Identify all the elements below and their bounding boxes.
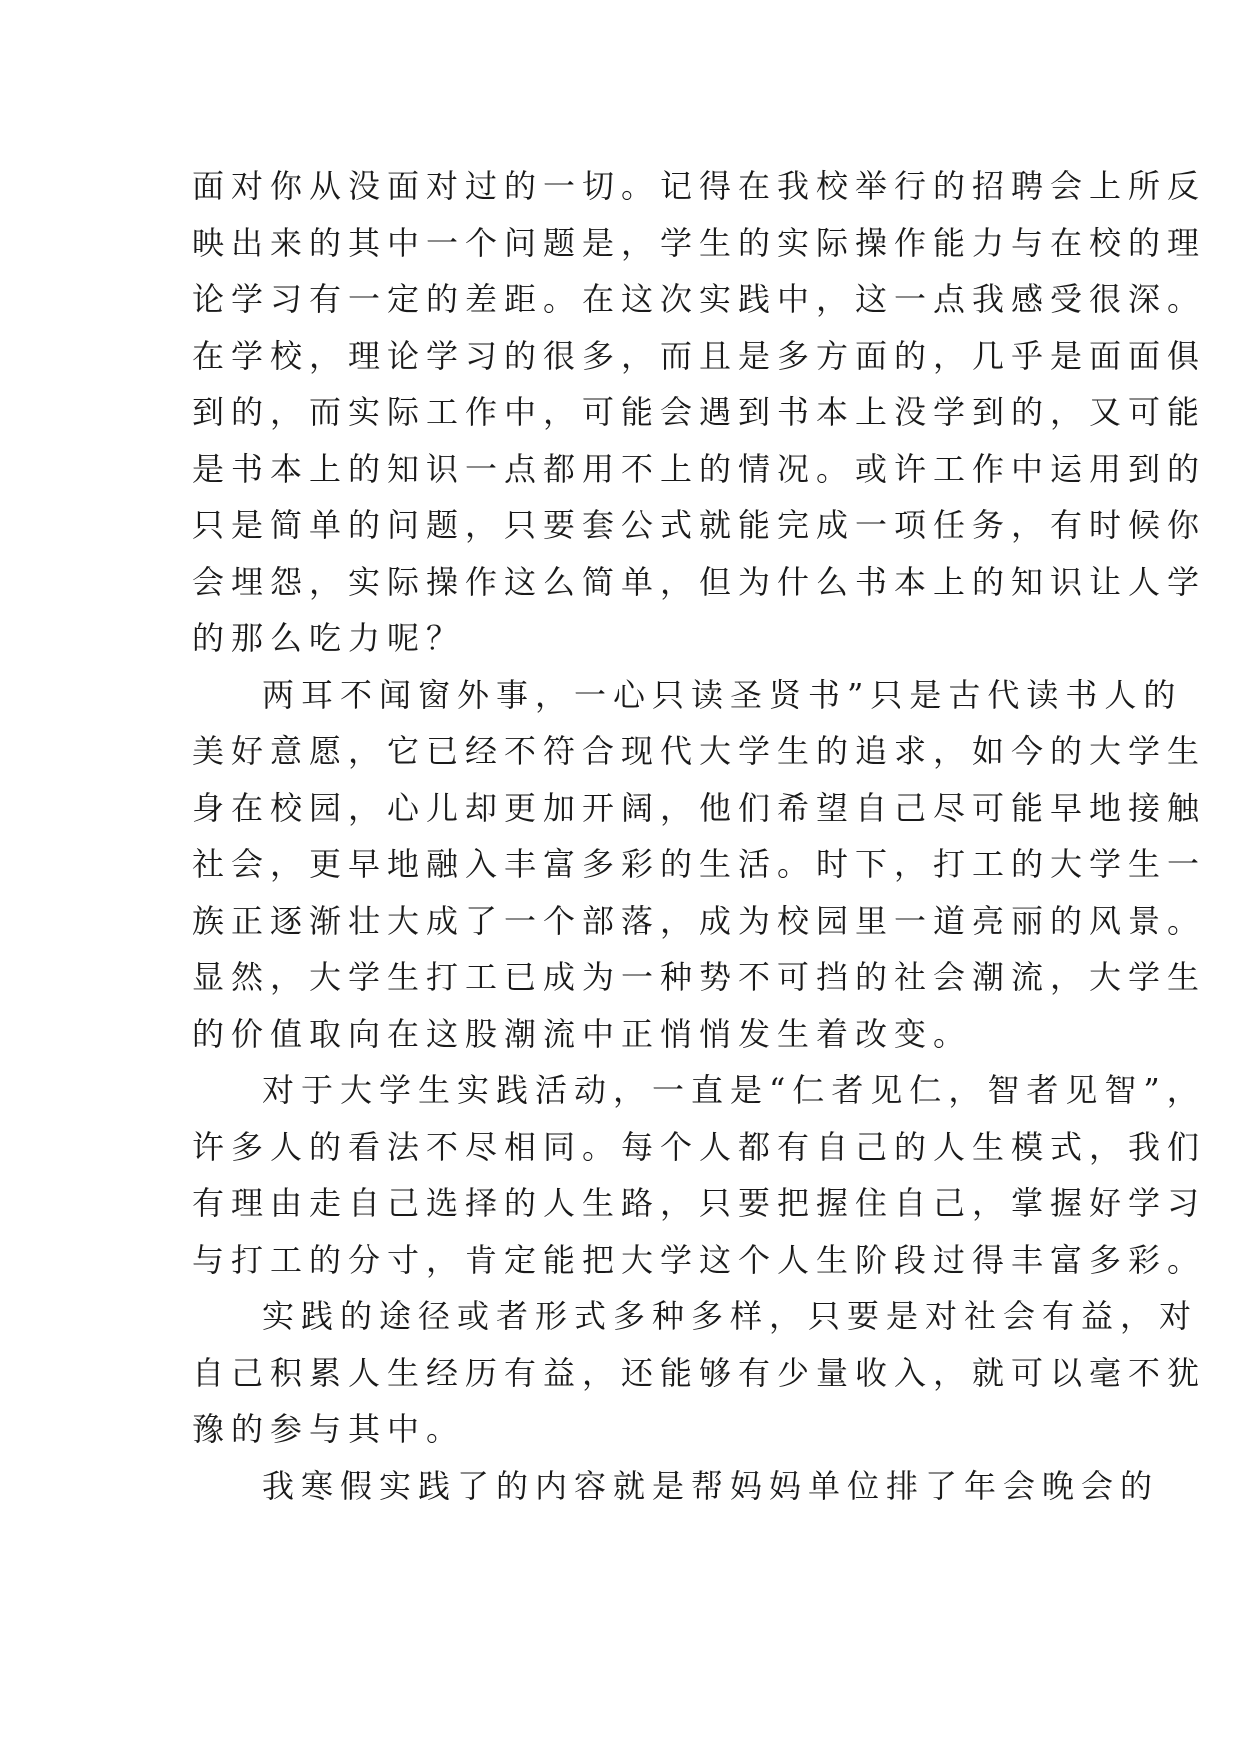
paragraph-first-line: 实践的途径或者形式多种多样，只要是对社会有益，对 [262, 1297, 1199, 1335]
body-text [192, 158, 1207, 1514]
paragraph-first-line: 我寒假实践了的内容就是帮妈妈单位排了年会晚会的 [262, 1466, 1160, 1505]
text-line: 面对你从没面对过的一切。记得在我校举行的招聘会上所反 [192, 167, 1207, 205]
text-line: 映出来的其中一个问题是，学生的实际操作能力与在校的理 [192, 223, 1207, 262]
text-line: 是书本上的知识一点都用不上的情况。或许工作中运用到的 [192, 449, 1207, 488]
text-line: 与打工的分寸，肯定能把大学这个人生阶段过得丰富多彩。 [192, 1240, 1207, 1279]
text-line: 许多人的看法不尽相同。每个人都有自己的人生模式，我们 [192, 1127, 1207, 1166]
text-line: 到的，而实际工作中，可能会遇到书本上没学到的，又可能 [192, 393, 1207, 431]
text-line: 会埋怨，实际操作这么简单，但为什么书本上的知识让人学 [192, 562, 1207, 601]
text-line: 社会，更早地融入丰富多彩的生活。时下，打工的大学生一 [192, 845, 1207, 883]
paragraph-first-line: 两耳不闻窗外事，一心只读圣贤书”只是古代读书人的 [262, 675, 1183, 714]
text-line: 论学习有一定的差距。在这次实践中，这一点我感受很深。 [192, 280, 1207, 318]
text-line: 族正逐渐壮大成了一个部落，成为校园里一道亮丽的风景。 [192, 901, 1207, 940]
text-line: 自己积累人生经历有益，还能够有少量收入，就可以毫不犹 [192, 1353, 1207, 1392]
text-line: 在学校，理论学习的很多，而且是多方面的，几乎是面面俱 [192, 336, 1207, 375]
text-line: 有理由走自己选择的人生路，只要把握住自己，掌握好学习 [192, 1184, 1207, 1222]
text-line: 身在校园，心儿却更加开阔，他们希望自己尽可能早地接触 [192, 788, 1207, 827]
text-line: 的那么吃力呢？ [192, 619, 466, 657]
paragraph-first-line: 对于大学生实践活动，一直是“仁者见仁，智者见智”， [262, 1071, 1206, 1109]
text-line: 豫的参与其中。 [192, 1410, 466, 1448]
text-line: 的价值取向在这股潮流中正悄悄发生着改变。 [192, 1014, 973, 1053]
text-line: 美好意愿，它已经不符合现代大学生的追求，如今的大学生 [192, 732, 1207, 770]
text-line: 只是简单的问题，只要套公式就能完成一项任务，有时候你 [192, 506, 1207, 544]
text-line: 显然，大学生打工已成为一种势不可挡的社会潮流，大学生 [192, 958, 1207, 996]
